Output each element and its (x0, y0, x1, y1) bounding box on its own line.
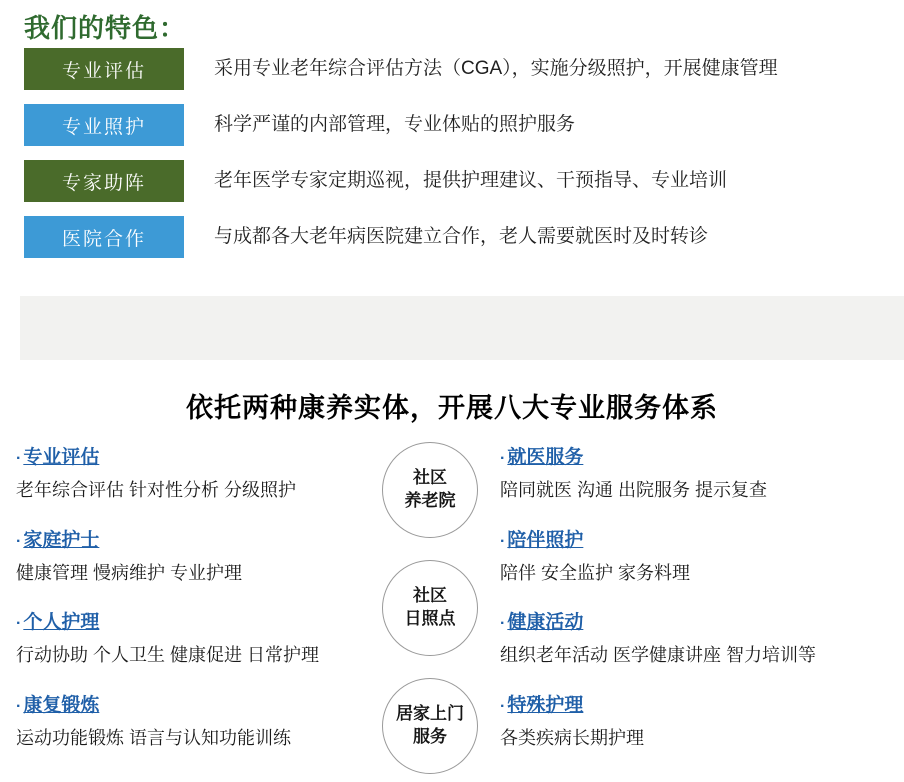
service-desc-left-2: 行动协助 个人卫生 健康促进 日常护理 (16, 645, 320, 665)
service-item (500, 525, 870, 585)
feature-row (24, 48, 880, 92)
entity-circle-1 (382, 560, 478, 656)
features-title: 我们的特色： (24, 13, 187, 43)
bullet-icon: · (500, 615, 506, 632)
service-heading-left-3: 康复锻炼 (23, 694, 100, 716)
feature-text-3: 与成都各大老年病医院建立合作，老人需要就医时及时转诊 (214, 226, 709, 247)
bullet-icon: · (500, 697, 506, 715)
service-item (500, 607, 870, 667)
features-section (0, 0, 904, 296)
service-item (500, 690, 870, 750)
feature-tag-2: 专家助阵 (24, 160, 184, 202)
entity-circle-2 (382, 678, 478, 774)
bullet-icon: · (16, 615, 22, 632)
service-heading-right-2: 健康活动 (507, 612, 584, 633)
service-desc-left-0: 老年综合评估 针对性分析 分级照护 (16, 480, 297, 500)
service-heading-left-1: 家庭护士 (23, 529, 100, 551)
service-heading-left-0: 专业评估 (23, 447, 100, 468)
entity-circle-2-line2: 服务 (413, 727, 447, 746)
feature-tag-3: 医院合作 (24, 216, 184, 258)
feature-row (24, 216, 880, 260)
feature-text-0: 采用专业老年综合评估方法（CGA），实施分级照护，开展健康管理 (214, 58, 778, 79)
entity-circle-1-line2: 日照点 (404, 609, 456, 628)
service-desc-right-1: 陪伴 安全监护 家务料理 (500, 562, 691, 583)
bullet-icon: · (500, 532, 506, 550)
services-section (0, 360, 904, 782)
service-heading-right-3: 特殊护理 (507, 694, 584, 716)
service-heading-right-0: 就医服务 (507, 447, 584, 468)
entity-circle-2-line1: 居家上门 (396, 704, 464, 724)
feature-text-2: 老年医学专家定期巡视，提供护理建议、干预指导、专业培训 (214, 170, 728, 191)
entity-circles (382, 442, 486, 782)
service-item (500, 442, 870, 502)
service-desc-left-1: 健康管理 慢病维护 专业护理 (16, 562, 243, 583)
feature-tag-1: 专业照护 (24, 104, 184, 146)
service-desc-right-0: 陪同就医 沟通 出院服务 提示复查 (500, 480, 768, 500)
feature-row (24, 104, 880, 148)
feature-text-1: 科学严谨的内部管理，专业体贴的照护服务 (214, 114, 576, 135)
bullet-icon: · (500, 450, 506, 467)
section-divider-notch (0, 296, 20, 360)
service-desc-right-2: 组织老年活动 医学健康讲座 智力培训等 (500, 645, 817, 665)
services-left-column (16, 442, 386, 772)
service-desc-right-3: 各类疾病长期护理 (500, 727, 644, 748)
services-title: 依托两种康养实体，开展八大专业服务体系 (186, 393, 718, 423)
service-heading-right-1: 陪伴照护 (507, 529, 584, 551)
entity-circle-0 (382, 442, 478, 538)
bullet-icon: · (16, 532, 22, 550)
bullet-icon: · (16, 697, 22, 715)
service-item (16, 690, 386, 750)
entity-circle-0-line2: 养老院 (404, 491, 456, 510)
feature-tag-0: 专业评估 (24, 48, 184, 90)
section-divider (0, 296, 904, 360)
service-item (16, 442, 386, 502)
bullet-icon: · (16, 450, 22, 467)
feature-row (24, 160, 880, 204)
services-right-column (500, 442, 870, 772)
service-heading-left-2: 个人护理 (23, 612, 100, 633)
entity-circle-1-line1: 社区 (413, 586, 447, 606)
service-item (16, 607, 386, 667)
service-desc-left-3: 运动功能锻炼 语言与认知功能训练 (16, 727, 291, 748)
entity-circle-0-line1: 社区 (413, 468, 447, 488)
service-item (16, 525, 386, 585)
